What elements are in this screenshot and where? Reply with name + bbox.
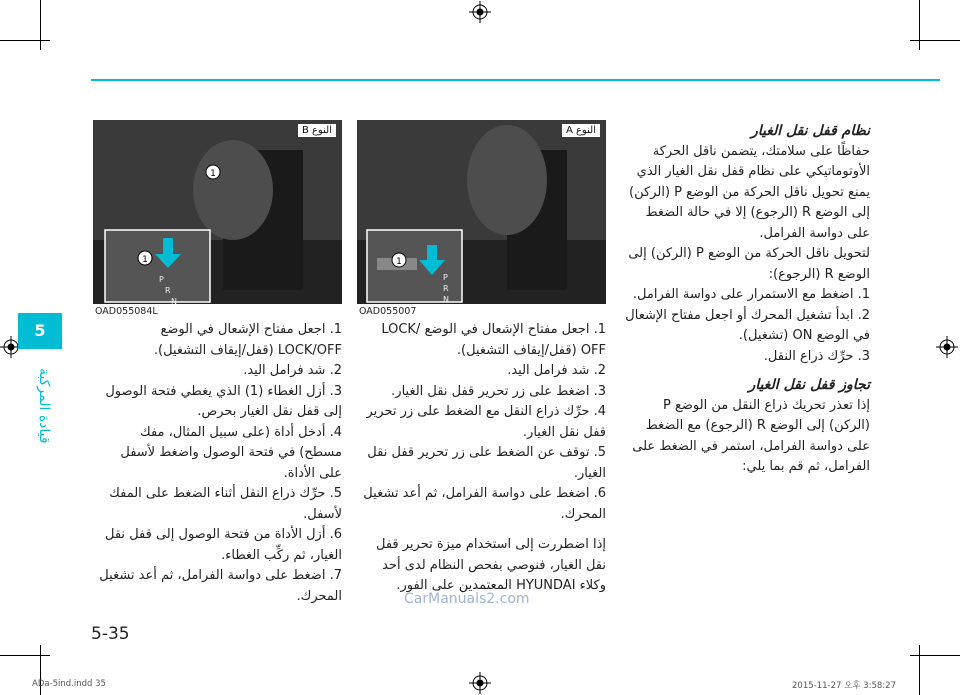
crop-mark xyxy=(910,40,960,41)
callout-number: 1 xyxy=(210,169,216,179)
crop-mark xyxy=(0,40,50,41)
list-item: 7. اضغط على دواسة الفرامل، ثم أعد تشغيل المحرك. xyxy=(99,568,342,604)
header-rule xyxy=(91,79,940,81)
list-item: 3. اضغط على زر تحرير قفل نقل الغيار. xyxy=(391,383,606,399)
page-number: 5-35 xyxy=(91,624,130,644)
crop-mark xyxy=(40,0,41,50)
registration-mark-icon xyxy=(469,672,491,694)
list-item: 5. توقف عن الضغط على زر تحرير قفل نقل الغيار. xyxy=(367,445,606,481)
svg-text:R: R xyxy=(165,286,171,295)
svg-text:P: P xyxy=(443,273,448,282)
crop-mark xyxy=(0,655,50,656)
note-paragraph: إذا اضطررت إلى استخدام ميزة تحرير قفل نقل الغيار، فنوصي بفحص النظام لدى أحد وكلاء HYUNDAI المعتمدين على الفور. xyxy=(375,537,606,593)
footer-file: ADa-5ind.indd 35 xyxy=(32,679,106,689)
list-item: 6. أزل الأداة من فتحة الوصول إلى قفل نقل الغيار، ثم ركِّب الغطاء. xyxy=(105,527,342,563)
list-item: 4. أدخل أداة (على سبيل المثال، مفك مسطح) في فتحة الوصول واضغط لأسفل على الأداة. xyxy=(120,424,342,481)
list-item: 1. اجعل مفتاح الإشعال في الوضع LOCK/OFF (قفل/إيقاف التشغيل). xyxy=(153,322,342,358)
shift-lever-illustration xyxy=(93,120,342,304)
right-column xyxy=(622,121,870,478)
shift-lever-photo-type-a xyxy=(357,120,606,304)
image-type-label: النوع A xyxy=(562,124,600,137)
svg-text:N: N xyxy=(171,297,177,304)
svg-text:R: R xyxy=(443,284,449,293)
svg-text:P: P xyxy=(159,275,164,284)
chapter-tab-number: 5 xyxy=(18,313,62,349)
image-code: OAD055084L xyxy=(95,306,158,317)
watermark: CarManuals2.com xyxy=(404,591,530,607)
crop-mark xyxy=(910,655,960,656)
chapter-tab-label: قيادة المركبة xyxy=(36,368,52,444)
shift-lever-photo-type-b xyxy=(93,120,342,304)
list-item: 2. ابدأ تشغيل المحرك أو اجعل مفتاح الإشعال في الوضع ON (تشغيل). xyxy=(625,307,870,343)
callout-number: 1 xyxy=(396,257,402,267)
footer-date: 2015-11-27 오후 3:58:27 xyxy=(792,681,896,691)
image-code: OAD055007 xyxy=(359,306,417,317)
list-item: 2. شد فرامل اليد. xyxy=(243,363,342,378)
crop-mark xyxy=(919,0,920,50)
section-heading: نظام قفل نقل الغيار xyxy=(750,123,870,139)
registration-mark-icon xyxy=(469,1,491,23)
list-item: 5. حرِّك ذراع النقل أثناء الضغط على المفك لأسفل. xyxy=(109,486,342,522)
callout-number: 1 xyxy=(142,255,148,265)
svg-text:N: N xyxy=(443,295,449,304)
crop-mark xyxy=(919,645,920,695)
paragraph: حفاظًا على سلامتك، يتضمن ناقل الحركة الأوتوماتيكي على نظام قفل نقل الغيار الذي يمنع تحويل ناقل الحركة من الوضع P (الركن) إلى الوضع R (الرجوع) إلا في حالة الضغط على دواسة الفرامل. xyxy=(629,143,870,241)
list-item: 1. اجعل مفتاح الإشعال في الوضع LOCK/ OFF (قفل/إيقاف التشغيل). xyxy=(381,322,606,358)
shift-lever-illustration xyxy=(357,120,606,304)
list-item: 3. حرِّك ذراع النقل. xyxy=(763,348,870,364)
paragraph: لتحويل ناقل الحركة من الوضع P (الركن) إلى الوضع R (الرجوع): xyxy=(628,246,870,282)
image-type-label: النوع B xyxy=(298,124,336,137)
paragraph: إذا تعذر تحريك ذراع النقل من الوضع P (الركن) إلى الوضع R (الرجوع) مع الضغط على دواسة الفرامل، استمر في الضغط على الفرامل، ثم قم بما يلي: xyxy=(632,397,870,474)
list-item: 6. اضغط على دواسة الفرامل، ثم أعد تشغيل المحرك. xyxy=(363,486,606,522)
registration-mark-icon xyxy=(936,336,958,358)
middle-column xyxy=(358,320,606,597)
list-item: 1. اضغط مع الاستمرار على دواسة الفرامل. xyxy=(632,287,870,302)
left-column xyxy=(94,320,342,607)
list-item: 4. حرِّك ذراع النقل مع الضغط على زر تحرير قفل نقل الغيار. xyxy=(366,404,606,440)
list-item: 2. شد فرامل اليد. xyxy=(507,363,606,378)
list-item: 3. أزل الغطاء (1) الذي يغطي فتحة الوصول إلى قفل نقل الغيار بحرص. xyxy=(105,383,342,419)
section-heading: تجاوز قفل نقل الغيار xyxy=(748,377,870,393)
